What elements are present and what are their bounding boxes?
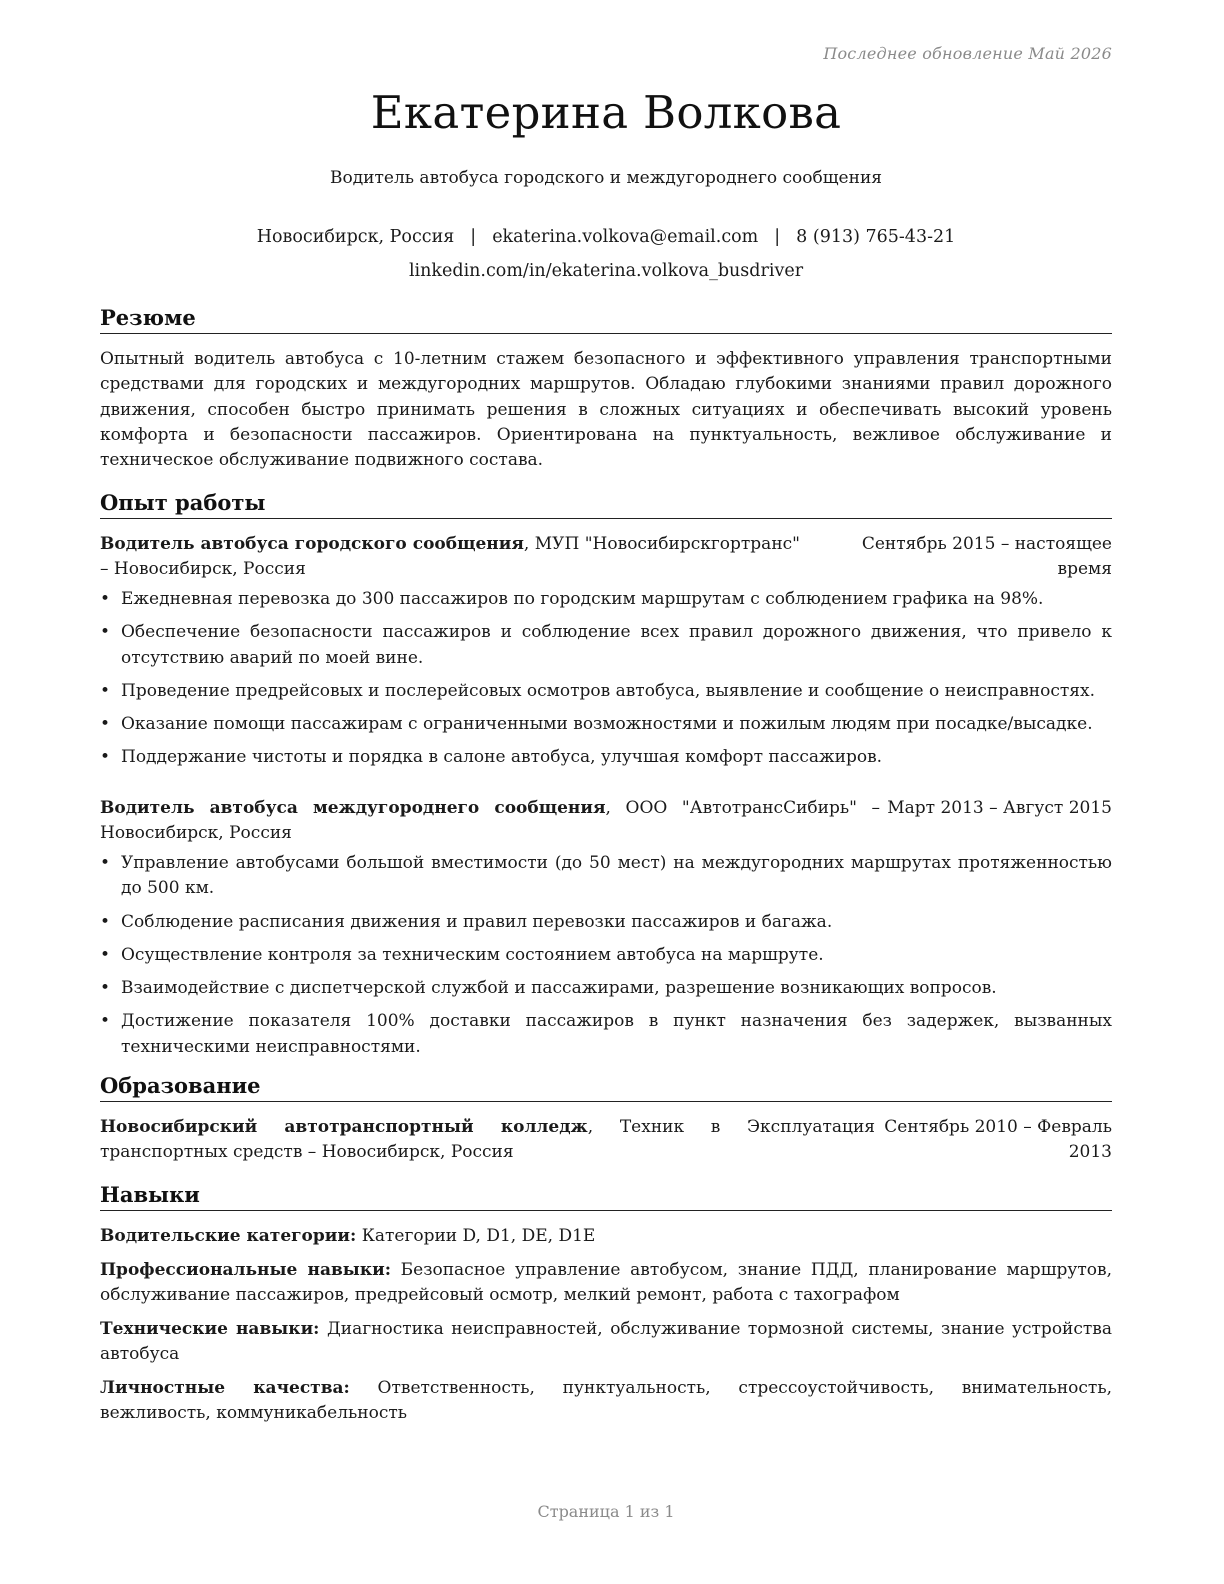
job-header <box>100 532 1112 583</box>
skill-label: Технические навыки: <box>100 1319 320 1339</box>
section-title-skills: Навыки <box>100 1182 1112 1211</box>
candidate-name: Екатерина Волкова <box>370 86 842 139</box>
separator: | <box>470 227 477 247</box>
skill-label: Личностные качества: <box>100 1378 350 1398</box>
education-dates: Сентябрь 2010 – Февраль 2013 <box>884 1117 1112 1163</box>
degree: , Техник в Эксплуатация транспортных средств – Новосибирск, Россия <box>100 1117 875 1163</box>
job-bullets <box>100 851 1112 1068</box>
phone: 8 (913) 765-43-21 <box>796 227 956 247</box>
list-item: • Соблюдение расписания движения и правил перевозки пассажиров и багажа. <box>100 910 1112 935</box>
last-updated: Последнее обновление Май 2026 <box>823 44 1112 63</box>
job-header <box>100 796 1112 847</box>
summary-text: Опытный водитель автобуса с 10-летним стажем безопасного и эффективного управления транспортными средствами для городских и междугородних маршрутов. Обладаю глубокими знаниями правил дорожного движения, способен быстро принимать решения в сложных ситуациях и обеспечивать высокий уровень комфорта и безопасности пассажиров. Ориентирована на пунктуальность, вежливое обслуживание и техническое обслуживание подвижного состава. <box>100 349 1112 471</box>
job-role: Водитель автобуса городского сообщения <box>100 534 524 554</box>
job-dates: Март 2013 – Август 2015 <box>887 798 1112 818</box>
job-title: Водитель автобуса городского и междугороднего сообщения <box>329 168 882 188</box>
skill-value: Диагностика неисправностей, обслуживание тормозной системы, знание устройства автобуса <box>100 1319 1113 1365</box>
contact-info <box>100 220 1112 288</box>
job-dates: Сентябрь 2015 – настоящее время <box>861 534 1112 580</box>
list-item: • Оказание помощи пассажирам с ограниченными возможностями и пожилым людям при посадке/высадке. <box>100 712 1112 737</box>
page-number: Страница 1 из 1 <box>537 1502 675 1521</box>
skill-label: Профессиональные навыки: <box>100 1260 391 1280</box>
skill-value: Категории D, D1, DE, D1E <box>361 1226 596 1246</box>
skill-label: Водительские категории: <box>100 1226 357 1246</box>
section-title-summary: Резюме <box>100 305 1112 334</box>
section-title-experience: Опыт работы <box>100 490 1112 519</box>
skill-value: Ответственность, пунктуальность, стрессоустойчивость, внимательность, вежливость, коммуникабельность <box>100 1378 1112 1424</box>
job-org: , МУП "Новосибирскгортранс" – Новосибирск, Россия <box>100 534 800 580</box>
separator: | <box>774 227 781 247</box>
section-title-education: Образование <box>100 1073 1112 1102</box>
skill-item <box>100 1224 1112 1249</box>
linkedin-link[interactable]: linkedin.com/in/ekaterina.volkova_busdriver <box>408 261 804 281</box>
skill-item <box>100 1317 1112 1368</box>
job-bullets <box>100 587 1112 779</box>
job-org: , ООО "АвтотрансСибирь" – Новосибирск, Россия <box>100 798 881 844</box>
location: Новосибирск, Россия <box>256 227 455 247</box>
email-link[interactable]: ekaterina.volkova@email.com <box>492 227 759 247</box>
school-name: Новосибирский автотранспортный колледж <box>100 1117 588 1137</box>
list-item: • Взаимодействие с диспетчерской службой и пассажирами, разрешение возникающих вопросов. <box>100 976 1112 1001</box>
list-item: • Обеспечение безопасности пассажиров и соблюдение всех правил дорожного движения, что привело к отсутствию аварий по моей вине. <box>100 620 1112 671</box>
job-role: Водитель автобуса междугороднего сообщения <box>100 798 606 818</box>
skill-item <box>100 1376 1112 1427</box>
list-item: • Достижение показателя 100% доставки пассажиров в пункт назначения без задержек, вызванных техническими неисправностями. <box>100 1009 1112 1060</box>
resume-page <box>100 0 1112 1584</box>
job-title-line <box>100 796 880 847</box>
list-item: • Управление автобусами большой вместимости (до 50 мест) на междугородних маршрутах протяженностью до 500 км. <box>100 851 1112 902</box>
list-item: • Поддержание чистоты и порядка в салоне автобуса, улучшая комфорт пассажиров. <box>100 745 1112 770</box>
education-title-line <box>100 1115 875 1166</box>
education-entry <box>100 1115 1112 1166</box>
list-item: • Ежедневная перевозка до 300 пассажиров по городским маршрутам с соблюдением графика на 98%. <box>100 587 1112 612</box>
skill-value: Безопасное управление автобусом, знание ПДД, планирование маршрутов, обслуживание пассажиров, предрейсовый осмотр, мелкий ремонт, работа с тахографом <box>100 1260 1112 1306</box>
skill-item <box>100 1258 1112 1309</box>
list-item: • Проведение предрейсовых и послерейсовых осмотров автобуса, выявление и сообщение о неисправностях. <box>100 679 1112 704</box>
job-title-line <box>100 532 800 583</box>
list-item: • Осуществление контроля за техническим состоянием автобуса на маршруте. <box>100 943 1112 968</box>
